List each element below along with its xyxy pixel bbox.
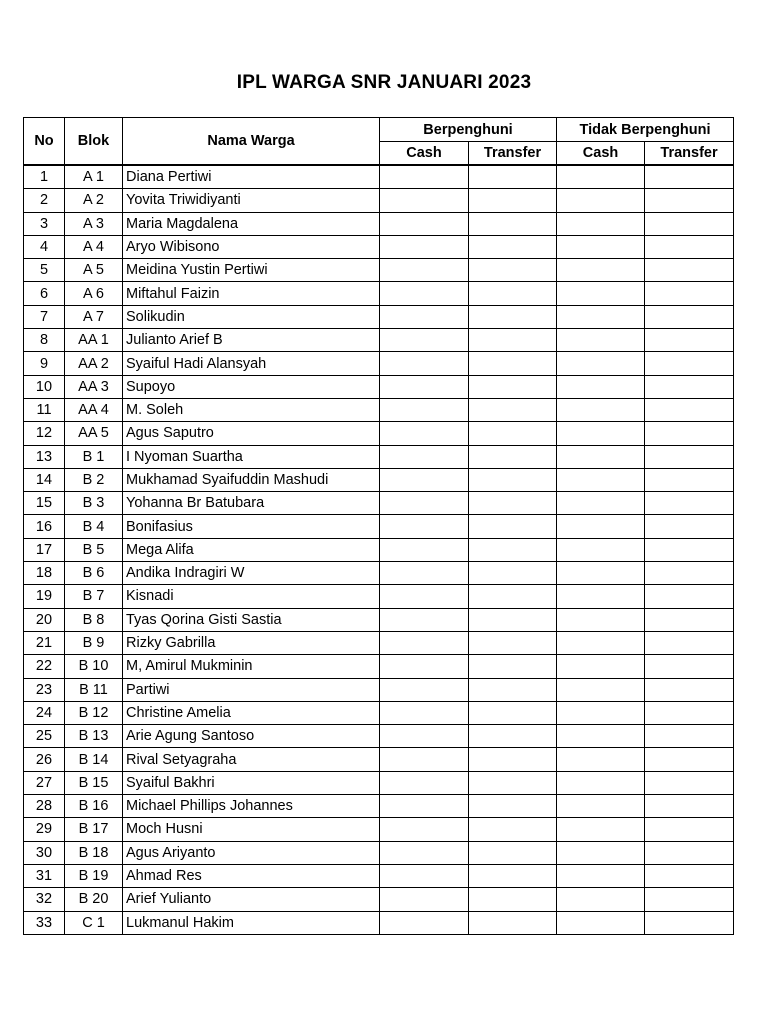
row-no: 19: [24, 585, 65, 608]
row-nama-warga: Moch Husni: [123, 818, 380, 841]
berpenghuni-cash-cell: [380, 655, 469, 678]
tidak-berpenghuni-transfer-cell: [645, 631, 734, 654]
tidak-berpenghuni-transfer-cell: [645, 282, 734, 305]
berpenghuni-transfer-cell: [469, 748, 557, 771]
tidak-berpenghuni-cash-cell: [557, 189, 645, 212]
row-blok: B 12: [65, 701, 123, 724]
tidak-berpenghuni-cash-cell: [557, 888, 645, 911]
table-row: [24, 259, 734, 282]
berpenghuni-transfer-cell: [469, 189, 557, 212]
row-blok: B 2: [65, 468, 123, 491]
table-row: [24, 608, 734, 631]
row-no: 4: [24, 235, 65, 258]
table-row: [24, 422, 734, 445]
row-no: 18: [24, 562, 65, 585]
tidak-berpenghuni-cash-cell: [557, 795, 645, 818]
berpenghuni-cash-cell: [380, 515, 469, 538]
row-no: 6: [24, 282, 65, 305]
row-blok: B 10: [65, 655, 123, 678]
tidak-berpenghuni-cash-cell: [557, 305, 645, 328]
row-blok: A 2: [65, 189, 123, 212]
row-blok: B 9: [65, 631, 123, 654]
row-blok: B 6: [65, 562, 123, 585]
tidak-berpenghuni-transfer-cell: [645, 538, 734, 561]
row-blok: A 5: [65, 259, 123, 282]
berpenghuni-transfer-cell: [469, 515, 557, 538]
table-row: [24, 305, 734, 328]
row-blok: AA 2: [65, 352, 123, 375]
row-blok: B 11: [65, 678, 123, 701]
berpenghuni-transfer-cell: [469, 864, 557, 887]
tidak-berpenghuni-cash-cell: [557, 515, 645, 538]
table-row: [24, 795, 734, 818]
berpenghuni-cash-cell: [380, 585, 469, 608]
row-nama-warga: I Nyoman Suartha: [123, 445, 380, 468]
berpenghuni-transfer-cell: [469, 655, 557, 678]
row-no: 24: [24, 701, 65, 724]
tidak-berpenghuni-transfer-cell: [645, 655, 734, 678]
row-no: 21: [24, 631, 65, 654]
berpenghuni-cash-cell: [380, 468, 469, 491]
row-nama-warga: Mega Alifa: [123, 538, 380, 561]
tidak-berpenghuni-cash-cell: [557, 678, 645, 701]
header-berpenghuni: Berpenghuni: [380, 118, 557, 142]
table-row: [24, 678, 734, 701]
berpenghuni-transfer-cell: [469, 585, 557, 608]
row-no: 9: [24, 352, 65, 375]
row-blok: B 8: [65, 608, 123, 631]
row-blok: C 1: [65, 911, 123, 934]
row-no: 16: [24, 515, 65, 538]
row-nama-warga: Partiwi: [123, 678, 380, 701]
berpenghuni-transfer-cell: [469, 911, 557, 934]
header-berpenghuni-transfer: Transfer: [469, 142, 557, 166]
berpenghuni-cash-cell: [380, 608, 469, 631]
tidak-berpenghuni-transfer-cell: [645, 864, 734, 887]
tidak-berpenghuni-transfer-cell: [645, 818, 734, 841]
row-blok: B 4: [65, 515, 123, 538]
berpenghuni-transfer-cell: [469, 305, 557, 328]
header-nama-warga: Nama Warga: [123, 118, 380, 166]
berpenghuni-transfer-cell: [469, 235, 557, 258]
row-no: 10: [24, 375, 65, 398]
table-row: [24, 562, 734, 585]
row-nama-warga: Julianto Arief B: [123, 329, 380, 352]
row-nama-warga: Andika Indragiri W: [123, 562, 380, 585]
berpenghuni-transfer-cell: [469, 678, 557, 701]
row-nama-warga: Meidina Yustin Pertiwi: [123, 259, 380, 282]
tidak-berpenghuni-cash-cell: [557, 165, 645, 189]
header-no: No: [24, 118, 65, 166]
row-blok: B 14: [65, 748, 123, 771]
tidak-berpenghuni-cash-cell: [557, 655, 645, 678]
row-no: 29: [24, 818, 65, 841]
tidak-berpenghuni-cash-cell: [557, 398, 645, 421]
row-no: 31: [24, 864, 65, 887]
table-row: [24, 398, 734, 421]
table-row: [24, 585, 734, 608]
tidak-berpenghuni-transfer-cell: [645, 189, 734, 212]
berpenghuni-transfer-cell: [469, 282, 557, 305]
row-nama-warga: Agus Saputro: [123, 422, 380, 445]
tidak-berpenghuni-cash-cell: [557, 631, 645, 654]
tidak-berpenghuni-cash-cell: [557, 259, 645, 282]
berpenghuni-cash-cell: [380, 795, 469, 818]
tidak-berpenghuni-transfer-cell: [645, 515, 734, 538]
row-no: 11: [24, 398, 65, 421]
row-blok: A 6: [65, 282, 123, 305]
row-blok: B 15: [65, 771, 123, 794]
row-no: 17: [24, 538, 65, 561]
berpenghuni-cash-cell: [380, 562, 469, 585]
table-row: [24, 235, 734, 258]
page-title: IPL WARGA SNR JANUARI 2023: [236, 72, 532, 93]
table-row: [24, 771, 734, 794]
tidak-berpenghuni-cash-cell: [557, 212, 645, 235]
tidak-berpenghuni-transfer-cell: [645, 492, 734, 515]
tidak-berpenghuni-cash-cell: [557, 818, 645, 841]
tidak-berpenghuni-cash-cell: [557, 492, 645, 515]
row-nama-warga: Kisnadi: [123, 585, 380, 608]
row-nama-warga: Supoyo: [123, 375, 380, 398]
row-nama-warga: M, Amirul Mukminin: [123, 655, 380, 678]
table-row: [24, 282, 734, 305]
row-no: 27: [24, 771, 65, 794]
berpenghuni-cash-cell: [380, 818, 469, 841]
row-nama-warga: Aryo Wibisono: [123, 235, 380, 258]
tidak-berpenghuni-transfer-cell: [645, 259, 734, 282]
berpenghuni-cash-cell: [380, 282, 469, 305]
table-row: [24, 189, 734, 212]
header-tidak-berpenghuni-transfer: Transfer: [645, 142, 734, 166]
berpenghuni-cash-cell: [380, 748, 469, 771]
tidak-berpenghuni-cash-cell: [557, 538, 645, 561]
table-row: [24, 375, 734, 398]
row-nama-warga: Bonifasius: [123, 515, 380, 538]
berpenghuni-cash-cell: [380, 375, 469, 398]
row-blok: A 4: [65, 235, 123, 258]
row-blok: AA 5: [65, 422, 123, 445]
row-nama-warga: M. Soleh: [123, 398, 380, 421]
tidak-berpenghuni-cash-cell: [557, 235, 645, 258]
berpenghuni-transfer-cell: [469, 538, 557, 561]
berpenghuni-transfer-cell: [469, 818, 557, 841]
berpenghuni-transfer-cell: [469, 888, 557, 911]
berpenghuni-transfer-cell: [469, 445, 557, 468]
berpenghuni-cash-cell: [380, 305, 469, 328]
row-no: 15: [24, 492, 65, 515]
row-no: 12: [24, 422, 65, 445]
row-blok: B 13: [65, 725, 123, 748]
row-no: 22: [24, 655, 65, 678]
berpenghuni-cash-cell: [380, 771, 469, 794]
tidak-berpenghuni-transfer-cell: [645, 701, 734, 724]
row-no: 25: [24, 725, 65, 748]
berpenghuni-cash-cell: [380, 445, 469, 468]
header-tidak-berpenghuni-cash: Cash: [557, 142, 645, 166]
tidak-berpenghuni-transfer-cell: [645, 352, 734, 375]
tidak-berpenghuni-cash-cell: [557, 422, 645, 445]
row-no: 3: [24, 212, 65, 235]
tidak-berpenghuni-transfer-cell: [645, 585, 734, 608]
row-blok: B 3: [65, 492, 123, 515]
table-row: [24, 165, 734, 189]
table-row: [24, 888, 734, 911]
berpenghuni-cash-cell: [380, 259, 469, 282]
berpenghuni-transfer-cell: [469, 841, 557, 864]
table-row: [24, 468, 734, 491]
table-row: [24, 701, 734, 724]
table-row: [24, 748, 734, 771]
tidak-berpenghuni-transfer-cell: [645, 212, 734, 235]
row-nama-warga: Agus Ariyanto: [123, 841, 380, 864]
row-no: 30: [24, 841, 65, 864]
table-body: [24, 165, 734, 934]
berpenghuni-transfer-cell: [469, 562, 557, 585]
berpenghuni-cash-cell: [380, 841, 469, 864]
tidak-berpenghuni-transfer-cell: [645, 398, 734, 421]
tidak-berpenghuni-transfer-cell: [645, 422, 734, 445]
berpenghuni-cash-cell: [380, 165, 469, 189]
row-no: 5: [24, 259, 65, 282]
row-blok: A 3: [65, 212, 123, 235]
row-nama-warga: Tyas Qorina Gisti Sastia: [123, 608, 380, 631]
table-row: [24, 515, 734, 538]
tidak-berpenghuni-transfer-cell: [645, 165, 734, 189]
table-row: [24, 492, 734, 515]
tidak-berpenghuni-cash-cell: [557, 771, 645, 794]
table-row: [24, 841, 734, 864]
berpenghuni-transfer-cell: [469, 422, 557, 445]
berpenghuni-cash-cell: [380, 352, 469, 375]
berpenghuni-transfer-cell: [469, 701, 557, 724]
header-tidak-berpenghuni: Tidak Berpenghuni: [557, 118, 734, 142]
tidak-berpenghuni-transfer-cell: [645, 608, 734, 631]
tidak-berpenghuni-cash-cell: [557, 585, 645, 608]
tidak-berpenghuni-cash-cell: [557, 725, 645, 748]
tidak-berpenghuni-transfer-cell: [645, 329, 734, 352]
table-row: [24, 725, 734, 748]
row-nama-warga: Arief Yulianto: [123, 888, 380, 911]
tidak-berpenghuni-transfer-cell: [645, 562, 734, 585]
tidak-berpenghuni-cash-cell: [557, 329, 645, 352]
row-blok: AA 4: [65, 398, 123, 421]
row-nama-warga: Solikudin: [123, 305, 380, 328]
berpenghuni-cash-cell: [380, 631, 469, 654]
berpenghuni-cash-cell: [380, 538, 469, 561]
row-blok: B 7: [65, 585, 123, 608]
row-blok: B 20: [65, 888, 123, 911]
row-nama-warga: Rival Setyagraha: [123, 748, 380, 771]
row-blok: B 18: [65, 841, 123, 864]
row-blok: AA 1: [65, 329, 123, 352]
tidak-berpenghuni-cash-cell: [557, 701, 645, 724]
row-nama-warga: Syaiful Bakhri: [123, 771, 380, 794]
tidak-berpenghuni-transfer-cell: [645, 795, 734, 818]
row-no: 14: [24, 468, 65, 491]
tidak-berpenghuni-transfer-cell: [645, 445, 734, 468]
berpenghuni-cash-cell: [380, 235, 469, 258]
tidak-berpenghuni-cash-cell: [557, 748, 645, 771]
row-no: 8: [24, 329, 65, 352]
row-no: 23: [24, 678, 65, 701]
tidak-berpenghuni-cash-cell: [557, 864, 645, 887]
row-nama-warga: Yovita Triwidiyanti: [123, 189, 380, 212]
row-nama-warga: Yohanna Br Batubara: [123, 492, 380, 515]
table-row: [24, 864, 734, 887]
row-nama-warga: Mukhamad Syaifuddin Mashudi: [123, 468, 380, 491]
berpenghuni-cash-cell: [380, 492, 469, 515]
berpenghuni-transfer-cell: [469, 771, 557, 794]
table-row: [24, 631, 734, 654]
row-blok: B 17: [65, 818, 123, 841]
berpenghuni-transfer-cell: [469, 795, 557, 818]
table-row: [24, 329, 734, 352]
tidak-berpenghuni-cash-cell: [557, 562, 645, 585]
table-row: [24, 655, 734, 678]
berpenghuni-cash-cell: [380, 725, 469, 748]
berpenghuni-transfer-cell: [469, 398, 557, 421]
berpenghuni-transfer-cell: [469, 631, 557, 654]
berpenghuni-cash-cell: [380, 888, 469, 911]
row-nama-warga: Christine Amelia: [123, 701, 380, 724]
berpenghuni-cash-cell: [380, 422, 469, 445]
tidak-berpenghuni-cash-cell: [557, 445, 645, 468]
row-nama-warga: Miftahul Faizin: [123, 282, 380, 305]
table-row: [24, 212, 734, 235]
berpenghuni-transfer-cell: [469, 259, 557, 282]
table-row: [24, 911, 734, 934]
berpenghuni-cash-cell: [380, 212, 469, 235]
berpenghuni-cash-cell: [380, 911, 469, 934]
row-no: 20: [24, 608, 65, 631]
berpenghuni-transfer-cell: [469, 212, 557, 235]
row-no: 2: [24, 189, 65, 212]
row-blok: A 7: [65, 305, 123, 328]
tidak-berpenghuni-cash-cell: [557, 608, 645, 631]
berpenghuni-transfer-cell: [469, 352, 557, 375]
row-blok: A 1: [65, 165, 123, 189]
row-no: 32: [24, 888, 65, 911]
berpenghuni-cash-cell: [380, 701, 469, 724]
row-blok: B 19: [65, 864, 123, 887]
row-nama-warga: Syaiful Hadi Alansyah: [123, 352, 380, 375]
row-blok: B 1: [65, 445, 123, 468]
tidak-berpenghuni-transfer-cell: [645, 468, 734, 491]
tidak-berpenghuni-cash-cell: [557, 468, 645, 491]
tidak-berpenghuni-transfer-cell: [645, 725, 734, 748]
tidak-berpenghuni-transfer-cell: [645, 678, 734, 701]
table-row: [24, 352, 734, 375]
berpenghuni-cash-cell: [380, 329, 469, 352]
tidak-berpenghuni-transfer-cell: [645, 305, 734, 328]
tidak-berpenghuni-cash-cell: [557, 911, 645, 934]
header-blok: Blok: [65, 118, 123, 166]
tidak-berpenghuni-cash-cell: [557, 375, 645, 398]
tidak-berpenghuni-cash-cell: [557, 841, 645, 864]
table-row: [24, 818, 734, 841]
row-nama-warga: Arie Agung Santoso: [123, 725, 380, 748]
tidak-berpenghuni-transfer-cell: [645, 888, 734, 911]
row-blok: B 16: [65, 795, 123, 818]
tidak-berpenghuni-transfer-cell: [645, 841, 734, 864]
tidak-berpenghuni-transfer-cell: [645, 375, 734, 398]
berpenghuni-cash-cell: [380, 189, 469, 212]
tidak-berpenghuni-transfer-cell: [645, 748, 734, 771]
berpenghuni-transfer-cell: [469, 329, 557, 352]
berpenghuni-transfer-cell: [469, 468, 557, 491]
row-blok: B 5: [65, 538, 123, 561]
berpenghuni-transfer-cell: [469, 165, 557, 189]
berpenghuni-cash-cell: [380, 864, 469, 887]
resident-table: [23, 117, 734, 935]
row-no: 33: [24, 911, 65, 934]
tidak-berpenghuni-cash-cell: [557, 352, 645, 375]
tidak-berpenghuni-transfer-cell: [645, 771, 734, 794]
table-header: [24, 118, 734, 166]
row-no: 13: [24, 445, 65, 468]
row-nama-warga: Maria Magdalena: [123, 212, 380, 235]
row-nama-warga: Rizky Gabrilla: [123, 631, 380, 654]
berpenghuni-cash-cell: [380, 678, 469, 701]
row-blok: AA 3: [65, 375, 123, 398]
row-nama-warga: Diana Pertiwi: [123, 165, 380, 189]
berpenghuni-transfer-cell: [469, 492, 557, 515]
berpenghuni-cash-cell: [380, 398, 469, 421]
berpenghuni-transfer-cell: [469, 375, 557, 398]
tidak-berpenghuni-transfer-cell: [645, 911, 734, 934]
berpenghuni-transfer-cell: [469, 725, 557, 748]
row-nama-warga: Michael Phillips Johannes: [123, 795, 380, 818]
row-no: 1: [24, 165, 65, 189]
row-nama-warga: Ahmad Res: [123, 864, 380, 887]
tidak-berpenghuni-cash-cell: [557, 282, 645, 305]
row-nama-warga: Lukmanul Hakim: [123, 911, 380, 934]
row-no: 26: [24, 748, 65, 771]
header-berpenghuni-cash: Cash: [380, 142, 469, 166]
table-row: [24, 445, 734, 468]
row-no: 28: [24, 795, 65, 818]
table-row: [24, 538, 734, 561]
tidak-berpenghuni-transfer-cell: [645, 235, 734, 258]
berpenghuni-transfer-cell: [469, 608, 557, 631]
row-no: 7: [24, 305, 65, 328]
